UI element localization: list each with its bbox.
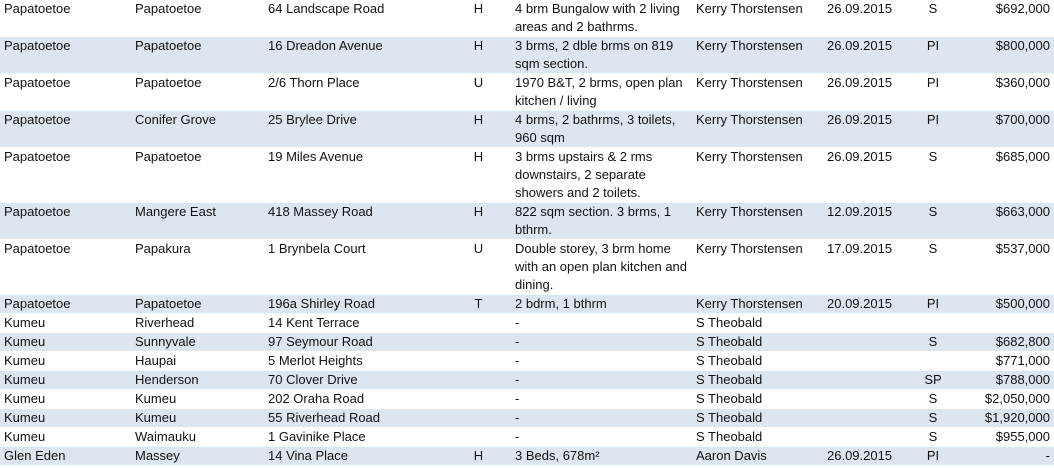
table-row <box>0 74 1054 111</box>
agent-cell: Kerry Thorstensen <box>692 203 823 240</box>
price-cell: $685,000 <box>957 148 1054 203</box>
method-cell: S <box>909 390 957 409</box>
area-cell: Papatoetoe <box>0 111 131 148</box>
method-cell: PI <box>909 74 957 111</box>
type-cell: H <box>446 148 511 203</box>
address-cell: 14 Vina Place <box>264 447 446 466</box>
date-cell <box>823 352 909 371</box>
table-row <box>0 428 1054 447</box>
date-cell: 26.09.2015 <box>823 148 909 203</box>
description-cell: - <box>511 409 692 428</box>
description-cell: 4 brms, 2 bathrms, 3 toilets, 960 sqm <box>511 111 692 148</box>
area-cell: Papatoetoe <box>0 37 131 74</box>
area-cell: Papatoetoe <box>0 203 131 240</box>
suburb-cell: Waimauku <box>131 428 264 447</box>
suburb-cell: Papatoetoe <box>131 74 264 111</box>
table-row <box>0 447 1054 466</box>
agent-cell: Kerry Thorstensen <box>692 74 823 111</box>
suburb-cell: Sunnyvale <box>131 333 264 352</box>
address-cell: 25 Brylee Drive <box>264 111 446 148</box>
description-cell: 1970 B&T, 2 brms, open plan kitchen / living <box>511 74 692 111</box>
agent-cell: Aaron Davis <box>692 447 823 466</box>
agent-cell: S Theobald <box>692 352 823 371</box>
type-cell: H <box>446 447 511 466</box>
price-cell: $771,000 <box>957 352 1054 371</box>
suburb-cell: Papatoetoe <box>131 295 264 314</box>
address-cell: 70 Clover Drive <box>264 371 446 390</box>
type-cell <box>446 314 511 333</box>
method-cell: PI <box>909 111 957 148</box>
agent-cell: Kerry Thorstensen <box>692 148 823 203</box>
date-cell <box>823 428 909 447</box>
table-row <box>0 352 1054 371</box>
address-cell: 202 Oraha Road <box>264 390 446 409</box>
table-row <box>0 37 1054 74</box>
address-cell: 418 Massey Road <box>264 203 446 240</box>
date-cell: 26.09.2015 <box>823 0 909 37</box>
date-cell: 26.09.2015 <box>823 111 909 148</box>
table-row <box>0 371 1054 390</box>
address-cell: 14 Kent Terrace <box>264 314 446 333</box>
address-cell: 19 Miles Avenue <box>264 148 446 203</box>
table-row <box>0 314 1054 333</box>
suburb-cell: Papatoetoe <box>131 148 264 203</box>
price-cell: $1,920,000 <box>957 409 1054 428</box>
price-cell: $682,800 <box>957 333 1054 352</box>
address-cell: 55 Riverhead Road <box>264 409 446 428</box>
description-cell: - <box>511 371 692 390</box>
suburb-cell: Haupai <box>131 352 264 371</box>
area-cell: Kumeu <box>0 428 131 447</box>
description-cell: 3 brms, 2 dble brms on 819 sqm section. <box>511 37 692 74</box>
price-cell: $788,000 <box>957 371 1054 390</box>
address-cell: 16 Dreadon Avenue <box>264 37 446 74</box>
table-row <box>0 333 1054 352</box>
address-cell: 64 Landscape Road <box>264 0 446 37</box>
description-cell: - <box>511 352 692 371</box>
description-cell: 4 brm Bungalow with 2 living areas and 2 bathrms. <box>511 0 692 37</box>
type-cell <box>446 390 511 409</box>
type-cell: H <box>446 111 511 148</box>
agent-cell: S Theobald <box>692 409 823 428</box>
method-cell <box>909 314 957 333</box>
agent-cell: Kerry Thorstensen <box>692 0 823 37</box>
suburb-cell: Conifer Grove <box>131 111 264 148</box>
table-row <box>0 148 1054 203</box>
address-cell: 196a Shirley Road <box>264 295 446 314</box>
area-cell: Papatoetoe <box>0 148 131 203</box>
address-cell: 97 Seymour Road <box>264 333 446 352</box>
description-cell: 3 Beds, 678m² <box>511 447 692 466</box>
method-cell: S <box>909 240 957 295</box>
table-row <box>0 390 1054 409</box>
area-cell: Kumeu <box>0 390 131 409</box>
area-cell: Kumeu <box>0 352 131 371</box>
agent-cell: S Theobald <box>692 390 823 409</box>
method-cell: S <box>909 0 957 37</box>
agent-cell: Kerry Thorstensen <box>692 37 823 74</box>
agent-cell: Kerry Thorstensen <box>692 295 823 314</box>
description-cell: - <box>511 390 692 409</box>
date-cell <box>823 333 909 352</box>
address-cell: 1 Gavinike Place <box>264 428 446 447</box>
suburb-cell: Mangere East <box>131 203 264 240</box>
type-cell: H <box>446 37 511 74</box>
suburb-cell: Kumeu <box>131 390 264 409</box>
description-cell: 3 brms upstairs & 2 rms downstairs, 2 separate showers and 2 toilets. <box>511 148 692 203</box>
method-cell: S <box>909 409 957 428</box>
suburb-cell: Riverhead <box>131 314 264 333</box>
type-cell <box>446 409 511 428</box>
area-cell: Papatoetoe <box>0 295 131 314</box>
description-cell: 2 bdrm, 1 bthrm <box>511 295 692 314</box>
date-cell: 26.09.2015 <box>823 447 909 466</box>
type-cell: H <box>446 0 511 37</box>
date-cell <box>823 409 909 428</box>
table-row <box>0 295 1054 314</box>
address-cell: 1 Brynbela Court <box>264 240 446 295</box>
agent-cell: S Theobald <box>692 333 823 352</box>
description-cell: 822 sqm section. 3 brms, 1 bthrm. <box>511 203 692 240</box>
area-cell: Kumeu <box>0 314 131 333</box>
table-row <box>0 203 1054 240</box>
area-cell: Papatoetoe <box>0 240 131 295</box>
description-cell: - <box>511 333 692 352</box>
method-cell <box>909 352 957 371</box>
price-cell <box>957 314 1054 333</box>
area-cell: Papatoetoe <box>0 74 131 111</box>
date-cell: 12.09.2015 <box>823 203 909 240</box>
description-cell: Double storey, 3 brm home with an open plan kitchen and dining. <box>511 240 692 295</box>
method-cell: SP <box>909 371 957 390</box>
price-cell: $700,000 <box>957 111 1054 148</box>
date-cell <box>823 390 909 409</box>
suburb-cell: Papakura <box>131 240 264 295</box>
agent-cell: S Theobald <box>692 314 823 333</box>
method-cell: PI <box>909 295 957 314</box>
suburb-cell: Henderson <box>131 371 264 390</box>
date-cell <box>823 314 909 333</box>
type-cell: T <box>446 295 511 314</box>
agent-cell: Kerry Thorstensen <box>692 111 823 148</box>
price-cell: $2,050,000 <box>957 390 1054 409</box>
suburb-cell: Papatoetoe <box>131 0 264 37</box>
type-cell <box>446 428 511 447</box>
date-cell <box>823 371 909 390</box>
agent-cell: S Theobald <box>692 371 823 390</box>
area-cell: Kumeu <box>0 333 131 352</box>
area-cell: Papatoetoe <box>0 0 131 37</box>
table-row <box>0 240 1054 295</box>
description-cell: - <box>511 428 692 447</box>
method-cell: S <box>909 203 957 240</box>
type-cell <box>446 352 511 371</box>
method-cell: S <box>909 428 957 447</box>
date-cell: 26.09.2015 <box>823 74 909 111</box>
price-cell: $955,000 <box>957 428 1054 447</box>
type-cell <box>446 333 511 352</box>
method-cell: S <box>909 148 957 203</box>
method-cell: PI <box>909 447 957 466</box>
date-cell: 20.09.2015 <box>823 295 909 314</box>
suburb-cell: Massey <box>131 447 264 466</box>
suburb-cell: Kumeu <box>131 409 264 428</box>
description-cell: - <box>511 314 692 333</box>
agent-cell: S Theobald <box>692 428 823 447</box>
area-cell: Kumeu <box>0 409 131 428</box>
area-cell: Kumeu <box>0 371 131 390</box>
method-cell: S <box>909 333 957 352</box>
price-cell: $360,000 <box>957 74 1054 111</box>
price-cell: $663,000 <box>957 203 1054 240</box>
type-cell: U <box>446 240 511 295</box>
price-cell: $800,000 <box>957 37 1054 74</box>
type-cell <box>446 371 511 390</box>
method-cell: PI <box>909 37 957 74</box>
address-cell: 2/6 Thorn Place <box>264 74 446 111</box>
agent-cell: Kerry Thorstensen <box>692 240 823 295</box>
table-row <box>0 409 1054 428</box>
price-cell: $500,000 <box>957 295 1054 314</box>
table-row <box>0 0 1054 37</box>
type-cell: H <box>446 203 511 240</box>
area-cell: Glen Eden <box>0 447 131 466</box>
price-cell: $692,000 <box>957 0 1054 37</box>
address-cell: 5 Merlot Heights <box>264 352 446 371</box>
suburb-cell: Papatoetoe <box>131 37 264 74</box>
date-cell: 26.09.2015 <box>823 37 909 74</box>
type-cell: U <box>446 74 511 111</box>
price-cell: - <box>957 447 1054 466</box>
date-cell: 17.09.2015 <box>823 240 909 295</box>
price-cell: $537,000 <box>957 240 1054 295</box>
table-row <box>0 111 1054 148</box>
